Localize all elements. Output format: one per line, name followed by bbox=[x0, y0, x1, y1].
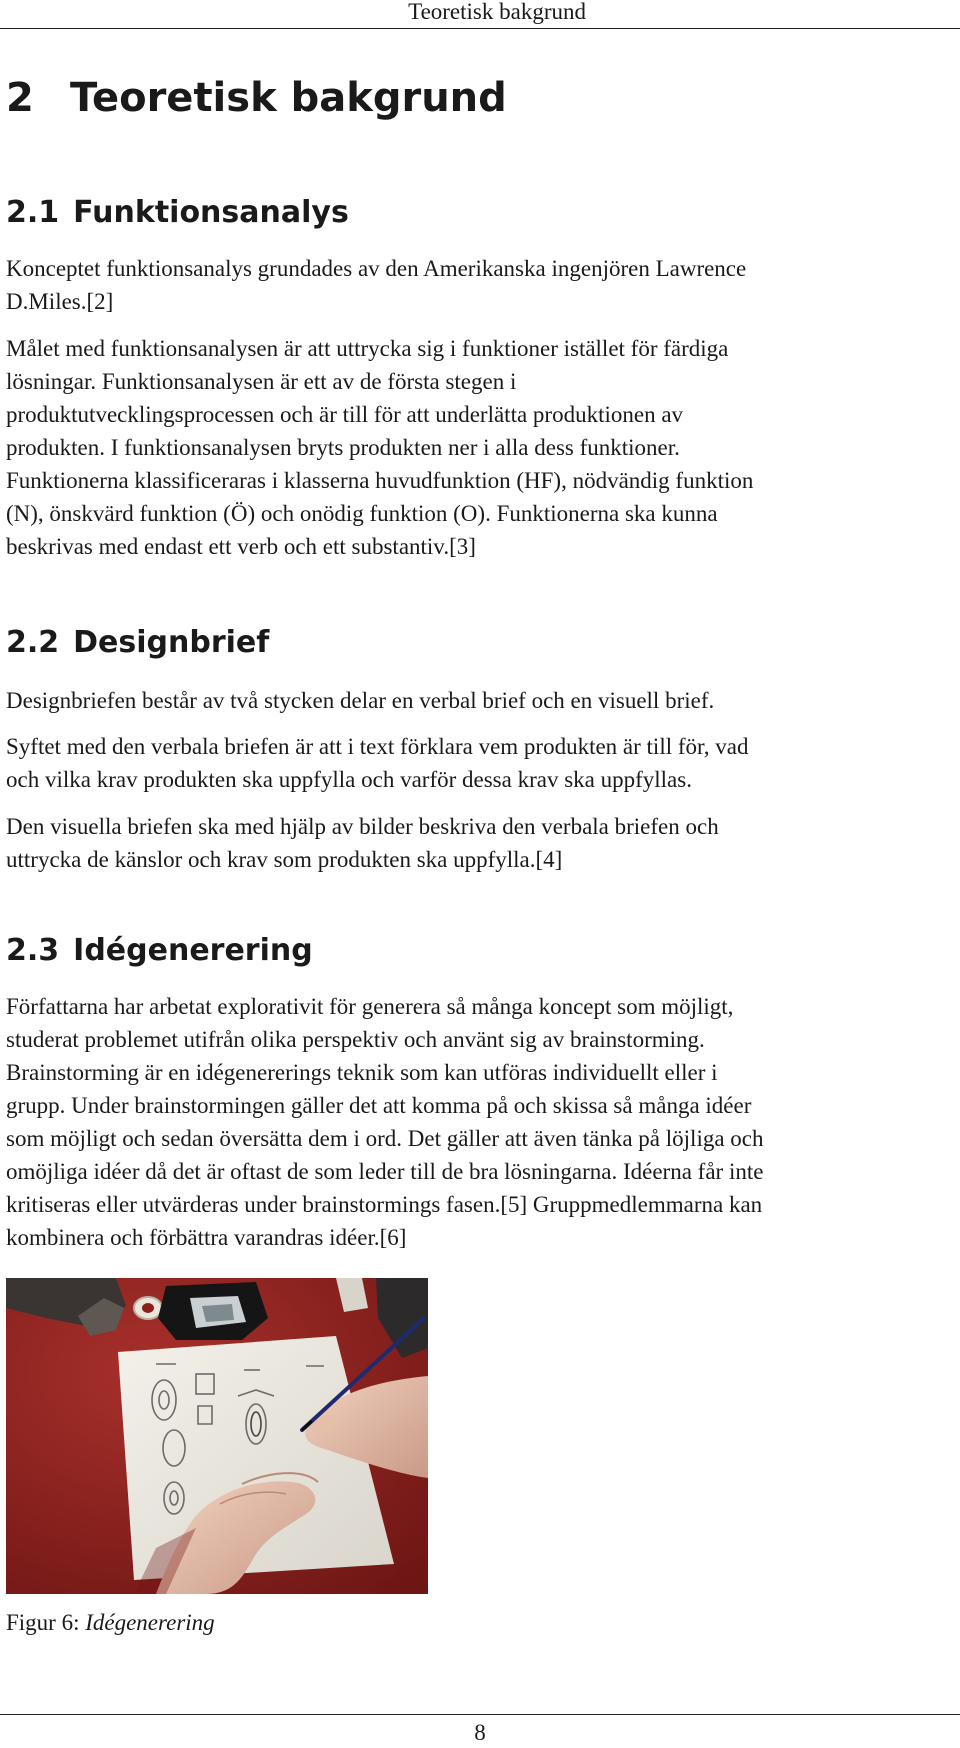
text-line: och vilka krav produkten ska uppfylla och varför dessa krav ska uppfyllas. bbox=[6, 767, 692, 792]
text-line: produkten. I funktionsanalysen bryts produkten ner i alla dess funktioner. bbox=[6, 435, 680, 460]
text-line: Målet med funktionsanalysen är att uttrycka sig i funktioner istället för färdiga bbox=[6, 336, 729, 361]
running-header: Teoretisk bakgrund bbox=[408, 0, 586, 24]
paragraph bbox=[6, 810, 956, 876]
text-line: Brainstorming är en idégenererings teknik som kan utföras individuellt eller i bbox=[6, 1060, 718, 1085]
paragraph bbox=[6, 252, 956, 318]
section-number: 2.2 bbox=[6, 625, 60, 660]
section-number: 2.1 bbox=[6, 195, 60, 230]
text-line: Den visuella briefen ska med hjälp av bilder beskriva den verbala briefen och bbox=[6, 814, 719, 839]
text-line: Designbriefen består av två stycken delar en verbal brief och en visuell brief. bbox=[6, 688, 715, 713]
chapter-heading bbox=[6, 74, 507, 122]
section-heading-funktionsanalys bbox=[6, 194, 349, 232]
section-number: 2.3 bbox=[6, 933, 60, 968]
footer-rule bbox=[0, 1714, 960, 1715]
section-title: Funktionsanalys bbox=[73, 195, 349, 230]
figure-caption bbox=[6, 1608, 215, 1638]
text-line: uttrycka de känslor och krav som produkten ska uppfylla.[4] bbox=[6, 847, 563, 872]
text-line: beskrivas med endast ett verb och ett substantiv.[3] bbox=[6, 534, 476, 559]
text-line: kritiseras eller utvärderas under brainstormings fasen.[5] Gruppmedlemmarna kan bbox=[6, 1192, 763, 1217]
text-line: som möjligt och sedan översätta dem i ord. Det gäller att även tänka på löjliga och bbox=[6, 1126, 764, 1151]
chapter-title: Teoretisk bakgrund bbox=[70, 75, 507, 121]
text-line: kombinera och förbättra varandras idéer.[6] bbox=[6, 1225, 407, 1250]
text-line: omöjliga idéer då det är oftast de som leder till de bra lösningarna. Idéerna får inte bbox=[6, 1159, 764, 1184]
paragraph bbox=[6, 332, 956, 563]
text-line: (N), önskvärd funktion (Ö) och onödig funktion (O). Funktionerna ska kunna bbox=[6, 501, 718, 526]
figure-photo-brainstorming bbox=[6, 1278, 428, 1594]
text-line: produktutvecklingsprocessen och är till för att underlätta produktionen av bbox=[6, 402, 684, 427]
text-line: Författarna har arbetat explorativit för generera så många koncept som möjligt, bbox=[6, 994, 734, 1019]
caption-label: Figur 6: bbox=[6, 1610, 86, 1635]
photo-illustration bbox=[6, 1278, 428, 1594]
chapter-number: 2 bbox=[6, 75, 34, 121]
section-heading-idegenerering bbox=[6, 932, 313, 970]
caption-title: Idégenerering bbox=[85, 1610, 215, 1635]
text-line: D.Miles.[2] bbox=[6, 289, 114, 314]
paragraph bbox=[6, 684, 956, 717]
paragraph bbox=[6, 730, 956, 796]
text-line: lösningar. Funktionsanalysen är ett av de första stegen i bbox=[6, 369, 517, 394]
paragraph bbox=[6, 990, 956, 1254]
page-number: 8 bbox=[474, 1720, 486, 1745]
header-rule bbox=[0, 28, 960, 29]
text-line: Syftet med den verbala briefen är att i text förklara vem produkten är till för, vad bbox=[6, 734, 749, 759]
text-line: studerat problemet utifrån olika perspektiv och använt sig av brainstorming. bbox=[6, 1027, 705, 1052]
text-line: Konceptet funktionsanalys grundades av den Amerikanska ingenjören Lawrence bbox=[6, 256, 747, 281]
section-title: Designbrief bbox=[73, 625, 270, 660]
text-line: Funktionerna klassificeraras i klasserna huvudfunktion (HF), nödvändig funktion bbox=[6, 468, 754, 493]
section-title: Idégenerering bbox=[73, 933, 313, 968]
text-line: grupp. Under brainstormingen gäller det att komma på och skissa så många idéer bbox=[6, 1093, 752, 1118]
section-heading-designbrief bbox=[6, 624, 269, 662]
